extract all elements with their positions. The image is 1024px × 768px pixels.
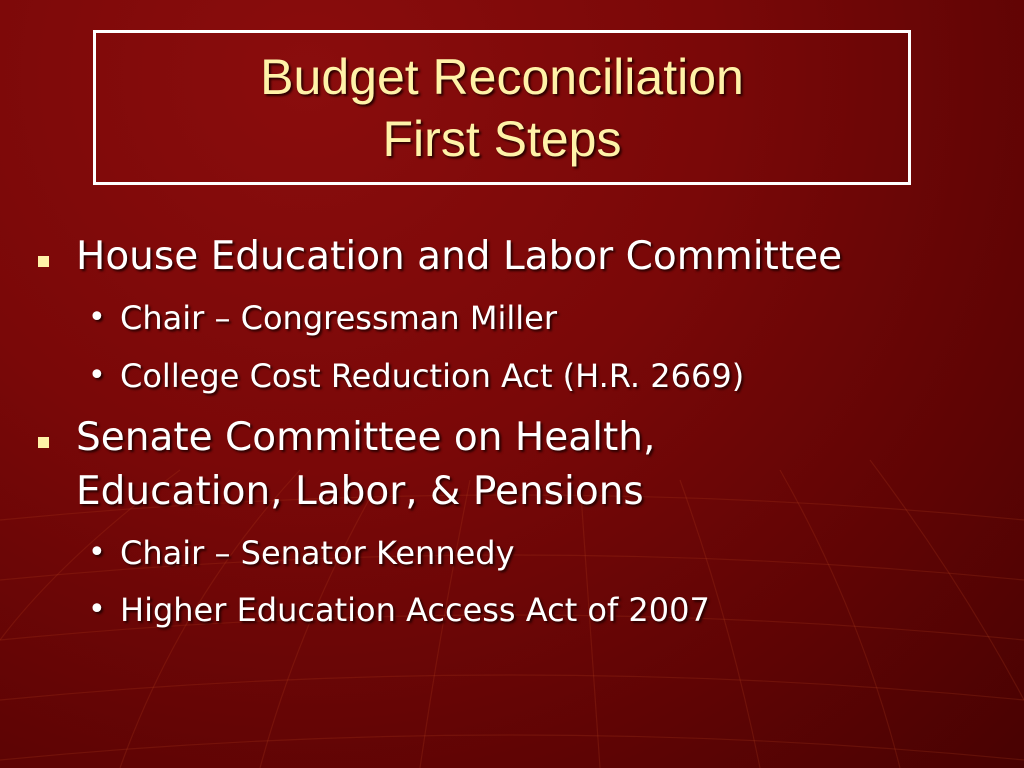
bullet-2-sub-1: Chair – Senator Kennedy	[120, 534, 515, 572]
dot-bullet-icon: •	[88, 592, 106, 627]
bullet-1-text: House Education and Labor Committee	[76, 234, 843, 279]
title-line-1: Budget Reconciliation	[260, 48, 744, 105]
title-line-2: First Steps	[382, 110, 622, 167]
dot-bullet-icon: •	[88, 535, 106, 570]
square-bullet-icon	[38, 437, 49, 448]
bullet-2-text-line-2: Education, Labor, & Pensions	[76, 469, 644, 514]
square-bullet-icon	[38, 256, 49, 267]
bullet-1-sub-2: College Cost Reduction Act (H.R. 2669)	[120, 357, 745, 395]
dot-bullet-icon: •	[88, 358, 106, 393]
bullet-1-sub-1: Chair – Congressman Miller	[120, 299, 557, 337]
dot-bullet-icon: •	[88, 300, 106, 335]
bullet-2-text-line-1: Senate Committee on Health,	[76, 415, 656, 460]
bullet-2-sub-2: Higher Education Access Act of 2007	[120, 591, 710, 629]
